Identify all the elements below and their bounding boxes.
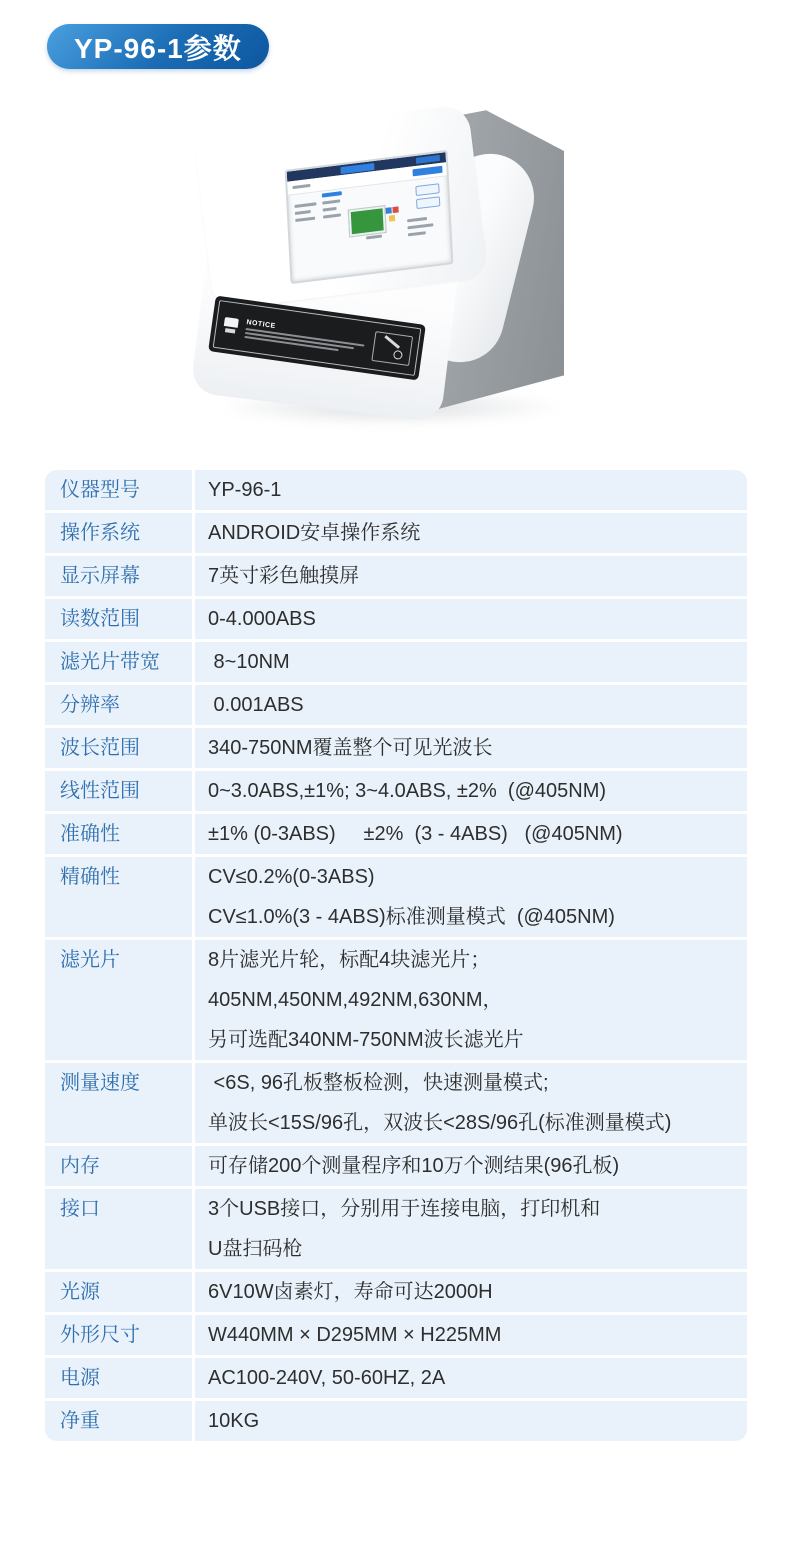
- screen-blue-swatch: [386, 207, 392, 214]
- spec-label: 精确性: [45, 857, 192, 937]
- spec-value: <6S, 96孔板整板检测，快速测量模式; 单波长<15S/96孔，双波长<28S/96孔(标准测量模式): [195, 1063, 747, 1143]
- spec-value: YP-96-1: [195, 470, 747, 510]
- spec-row-interface: [45, 1189, 747, 1269]
- spec-label: 波长范围: [45, 728, 192, 768]
- spec-value: 0-4.000ABS: [195, 599, 747, 639]
- spec-label: 滤光片带宽: [45, 642, 192, 682]
- spec-value: ±1% (0-3ABS) ±2% (3 - 4ABS) (@405NM): [195, 814, 747, 854]
- spec-row-accuracy: [45, 814, 747, 854]
- product-image: [195, 100, 605, 440]
- hand-caution-icon: [371, 331, 413, 366]
- section-title-text: YP-96-1参数: [74, 32, 242, 64]
- spec-label: 读数范围: [45, 599, 192, 639]
- spec-value: 0~3.0ABS,±1%; 3~4.0ABS, ±2% (@405NM): [195, 771, 747, 811]
- spec-row-dimensions: [45, 1315, 747, 1355]
- spec-label: 外形尺寸: [45, 1315, 192, 1355]
- screen-red-swatch: [392, 206, 398, 213]
- spec-row-resolution: [45, 685, 747, 725]
- spec-value: 可存储200个测量程序和10万个测结果(96孔板): [195, 1146, 747, 1186]
- spec-label: 仪器型号: [45, 470, 192, 510]
- screen-button-2: [416, 196, 440, 209]
- spec-row-wavelength: [45, 728, 747, 768]
- notice-text-block: [244, 319, 367, 355]
- spec-table: [45, 470, 747, 1441]
- spec-label: 电源: [45, 1358, 192, 1398]
- spec-label: 测量速度: [45, 1063, 192, 1143]
- section-title-badge: [47, 24, 269, 69]
- spec-label: 准确性: [45, 814, 192, 854]
- spec-value: W440MM × D295MM × H225MM: [195, 1315, 747, 1355]
- spec-row-reading-range: [45, 599, 747, 639]
- spec-row-os: [45, 513, 747, 553]
- spec-value: 7英寸彩色触摸屏: [195, 556, 747, 596]
- spec-row-model: [45, 470, 747, 510]
- spec-row-filters: [45, 940, 747, 1060]
- spec-label: 光源: [45, 1272, 192, 1312]
- spec-label: 接口: [45, 1189, 192, 1269]
- spec-row-precision: [45, 857, 747, 937]
- spec-label: 显示屏幕: [45, 556, 192, 596]
- notice-title: NOTICE: [246, 318, 277, 330]
- spec-value: 8~10NM: [195, 642, 747, 682]
- spec-label: 净重: [45, 1401, 192, 1441]
- spec-row-power: [45, 1358, 747, 1398]
- screen-login-chip: [412, 166, 442, 177]
- spec-label: 操作系统: [45, 513, 192, 553]
- spec-row-weight: [45, 1401, 747, 1441]
- spec-row-display: [45, 556, 747, 596]
- spec-value: 10KG: [195, 1401, 747, 1441]
- spec-row-memory: [45, 1146, 747, 1186]
- spec-label: 分辨率: [45, 685, 192, 725]
- spec-row-linearity: [45, 771, 747, 811]
- spec-value: 340-750NM覆盖整个可见光波长: [195, 728, 747, 768]
- spec-value: ANDROID安卓操作系统: [195, 513, 747, 553]
- spec-value: AC100-240V, 50-60HZ, 2A: [195, 1358, 747, 1398]
- screen-button-1: [415, 183, 439, 196]
- spec-value: 0.001ABS: [195, 685, 747, 725]
- screen-plate-map: [349, 206, 386, 236]
- device-touchscreen: [285, 150, 454, 284]
- spec-value: 8片滤光片轮，标配4块滤光片； 405NM,450NM,492NM,630NM， 另可选配340NM-750NM波长滤光片: [195, 940, 747, 1060]
- spec-label: 滤光片: [45, 940, 192, 1060]
- spec-label: 内存: [45, 1146, 192, 1186]
- spec-row-bandwidth: [45, 642, 747, 682]
- spec-value: 6V10W卤素灯，寿命可达2000H: [195, 1272, 747, 1312]
- screen-yellow-swatch: [389, 215, 395, 222]
- spec-value: CV≤0.2%(0-3ABS) CV≤1.0%(3 - 4ABS)标准测量模式 (@405NM): [195, 857, 747, 937]
- spec-value: 3个USB接口，分别用于连接电脑，打印机和 U盘扫码枪: [195, 1189, 747, 1269]
- spec-row-light-source: [45, 1272, 747, 1312]
- caution-icon: [222, 317, 240, 335]
- spec-label: 线性范围: [45, 771, 192, 811]
- spec-row-speed: [45, 1063, 747, 1143]
